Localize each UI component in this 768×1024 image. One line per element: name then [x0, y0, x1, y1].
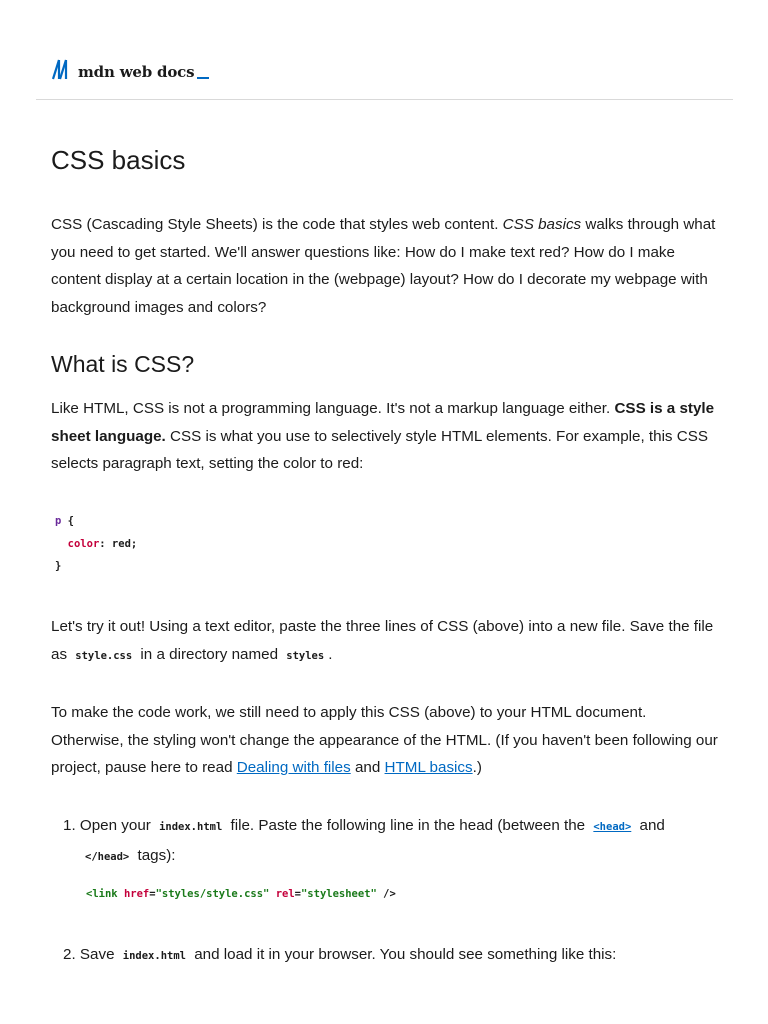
code-property: color	[67, 537, 100, 550]
code-string-rel: "stylesheet"	[300, 888, 377, 900]
steps-list-continued	[63, 941, 718, 971]
html-link-code-block	[86, 883, 396, 906]
heading-what-is-css: What is CSS?	[51, 351, 195, 377]
inline-code-head-close: </head>	[85, 850, 130, 863]
site-header	[36, 0, 733, 100]
link-html-basics[interactable]: HTML basics	[384, 759, 473, 776]
inline-code-styles: styles	[286, 649, 325, 662]
code-attr-rel: rel	[275, 888, 295, 900]
what-strong: CSS is a style sheet language.	[51, 400, 715, 445]
intro-text-1: CSS (Cascading Style Sheets) is the code that styles web content.	[51, 216, 499, 233]
what-text-1: Like HTML, CSS is not a programming language. It's not a markup language either.	[51, 400, 611, 417]
tryit-paragraph	[51, 613, 721, 670]
code-tag-close: />	[383, 888, 396, 900]
inline-code-style-css: style.css	[75, 649, 133, 662]
step-number: 2.	[63, 946, 76, 963]
steps-list	[63, 812, 718, 871]
what-text-2: CSS is what you use to selectively style HTML elements. For example, this CSS selects paragraph text, setting the color to red:	[51, 427, 708, 472]
intro-emphasis: CSS basics	[502, 216, 582, 233]
step-text: tags):	[137, 846, 176, 864]
inline-code-index-html: index.html	[159, 821, 223, 833]
apply-paragraph	[51, 699, 721, 782]
step-text: Save	[79, 946, 115, 963]
what-paragraph	[51, 395, 721, 478]
css-code-block	[55, 510, 137, 578]
code-brace-open: {	[67, 515, 74, 527]
intro-text-2: walks through what you need to get started. We'll answer questions like: How do I make text red? How do I make content display at a certain location in the (webpage) layout? How do I decorate my webpage with background images and colors?	[51, 216, 716, 316]
code-equals: =	[149, 888, 156, 900]
code-attr-href: href	[123, 888, 150, 900]
logo-text: mdn web docs	[78, 63, 195, 81]
page-title: CSS basics	[51, 145, 186, 175]
inline-code-index-html: index.html	[122, 950, 186, 962]
logo-underscore	[197, 77, 209, 79]
link-head-element[interactable]: <head>	[593, 821, 632, 833]
apply-text-1: To make the code work, we still need to apply this CSS (above) to your HTML document. Otherwise, the styling won't change the appearance of the HTML. (If you haven't been following our project, pause here to read	[51, 704, 718, 776]
code-tag-open: <link	[86, 888, 118, 900]
code-value: red;	[111, 537, 138, 550]
mdn-logo[interactable]	[51, 59, 209, 80]
code-selector: p	[55, 515, 62, 527]
link-dealing-with-files[interactable]: Dealing with files	[236, 759, 351, 776]
step-number: 1.	[63, 817, 76, 834]
code-equals: =	[294, 888, 301, 900]
list-item	[63, 812, 718, 871]
step-text: and load it in your browser. You should see something like this:	[194, 946, 617, 963]
intro-paragraph	[51, 211, 721, 321]
list-item	[63, 941, 718, 971]
step-text: Open your	[79, 817, 151, 834]
code-brace-close: }	[55, 560, 62, 572]
tryit-text-2: in a directory named	[140, 645, 279, 663]
code-string-href: "styles/style.css"	[155, 888, 270, 900]
step-text: and	[639, 817, 665, 834]
apply-and: and	[354, 759, 381, 776]
step-text: file. Paste the following line in the head (between the	[230, 817, 586, 834]
tryit-text-1: Let's try it out! Using a text editor, paste the three lines of CSS (above) into a new file. Save the file as	[51, 618, 714, 663]
tryit-text-3: .	[328, 645, 333, 663]
mdn-logo-icon	[51, 59, 73, 80]
apply-end: .)	[472, 759, 482, 776]
code-colon: :	[99, 537, 106, 550]
